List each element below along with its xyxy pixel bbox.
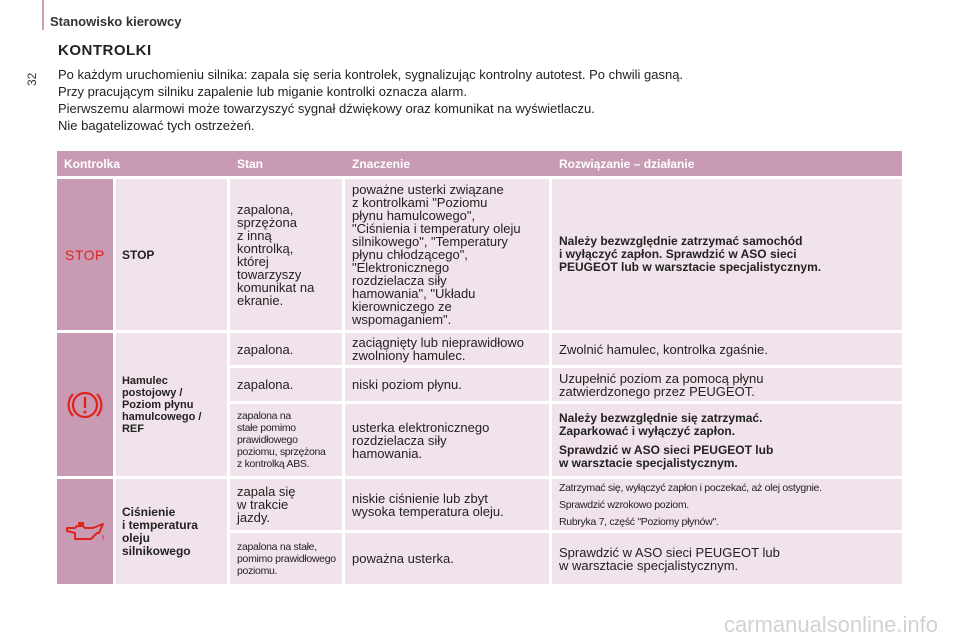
solution-line: Sprawdzić w ASO sieci PEUGEOT lub w warsztacie specjalistycznym. [559,443,774,470]
cell-znaczenie: poważna usterka. [345,533,549,584]
intro-line: Przy pracującym silniku zapalenie lub miganie kontrolki oznacza alarm. [58,84,467,99]
header-kontrolka: Kontrolka [64,157,121,171]
intro-text [58,66,918,134]
cell-stan: zapalona. [230,333,342,365]
group-name: Ciśnienie i temperatura oleju silnikowego [116,479,227,584]
group-brake [57,333,902,476]
header-stan: Stan [237,157,264,171]
cell-rozwiazanie: Uzupełnić poziom za pomocą płynu zatwierdzonego przez PEUGEOT. [552,368,902,401]
intro-line: Pierwszemu alarmowi może towarzyszyć sygnał dźwiękowy oraz komunikat na wyświetlaczu. [58,101,595,116]
cell-rozwiazanie [552,404,902,476]
table-row [230,404,902,476]
group-rows [230,479,902,584]
cell-znaczenie: usterka elektronicznego rozdzielacza siły hamowania. [345,404,549,476]
cell-rozwiazanie: Sprawdzić w ASO sieci PEUGEOT lub w warsztacie specjalistycznym. [552,533,902,584]
intro-line: Po każdym uruchomieniu silnika: zapala się seria kontrolek, sygnalizując kontrolny autotest. Po chwili gasną. [58,67,684,82]
cell-rozwiazanie: Zwolnić hamulec, kontrolka zgaśnie. [552,333,902,365]
section-accent-bar [42,0,44,30]
section-name: Stanowisko kierowcy [50,14,182,29]
cell-stan: zapalona, sprzężona z inną kontrolką, której towarzyszy komunikat na ekranie. [230,179,342,330]
solution-line: Rubryka 7, część "Poziomy płynów". [559,516,719,528]
group-oil [57,479,902,584]
table-row [230,533,902,584]
header-znaczenie: Znaczenie [352,157,411,171]
header-rozwiazanie: Rozwiązanie – działanie [559,157,695,171]
oil-icon-cell [57,479,113,584]
cell-znaczenie: niskie ciśnienie lub zbyt wysoka temperatura oleju. [345,479,549,530]
warning-lights-table [57,151,902,584]
table-row [230,368,902,401]
intro-line: Nie bagatelizować tych ostrzeżeń. [58,118,255,133]
cell-stan: zapala się w trakcie jazdy. [230,479,342,530]
page-number-text: 32 [25,72,39,86]
oil-can-icon [63,519,107,545]
cell-rozwiazanie [552,479,902,530]
stop-icon-cell [57,179,113,330]
cell-stan: zapalona na stałe, pomimo prawidłowego poziomu. [230,533,342,584]
cell-znaczenie: niski poziom płynu. [345,368,549,401]
solution-line: Zatrzymać się, wyłączyć zapłon i poczekać, aż olej ostygnie. [559,482,822,494]
group-name: Hamulec postojowy / Poziom płynu hamulcowego / REF [116,333,227,476]
page-number [25,72,39,96]
stop-icon: STOP [65,246,105,263]
table-row [230,333,902,365]
brake-warning-icon [65,385,105,425]
group-rows [230,179,902,330]
group-name: STOP [116,179,227,330]
cell-stan: zapalona na stałe pomimo prawidłowego poziomu, sprzężona z kontrolką ABS. [230,404,342,476]
table-row [230,179,902,330]
solution-line: Sprawdzić wzrokowo poziom. [559,499,689,511]
table-row [230,479,902,530]
page-title: KONTROLKI [58,42,152,59]
solution-line: Należy bezwzględnie się zatrzymać. Zaparkować i wyłączyć zapłon. [559,411,763,438]
group-rows [230,333,902,476]
watermark: carmanualsonline.info [723,612,938,637]
cell-stan: zapalona. [230,368,342,401]
cell-znaczenie: zaciągnięty lub nieprawidłowo zwolniony hamulec. [345,333,549,365]
cell-rozwiazanie: Należy bezwzględnie zatrzymać samochód i wyłączyć zapłon. Sprawdzić w ASO sieci PEUGEOT lub w warsztacie specjalistycznym. [552,179,902,330]
cell-znaczenie: poważne usterki związane z kontrolkami "Poziomu płynu hamulcowego", "Ciśnienia i temperatury oleju silnikowego", "Temperatury płynu chłodzącego", "Elektronicznego rozdzielacza siły hamowania", "Układu kierowniczego ze wspomaganiem". [345,179,549,330]
table-header [57,151,902,176]
group-stop [57,179,902,330]
brake-icon-cell [57,333,113,476]
